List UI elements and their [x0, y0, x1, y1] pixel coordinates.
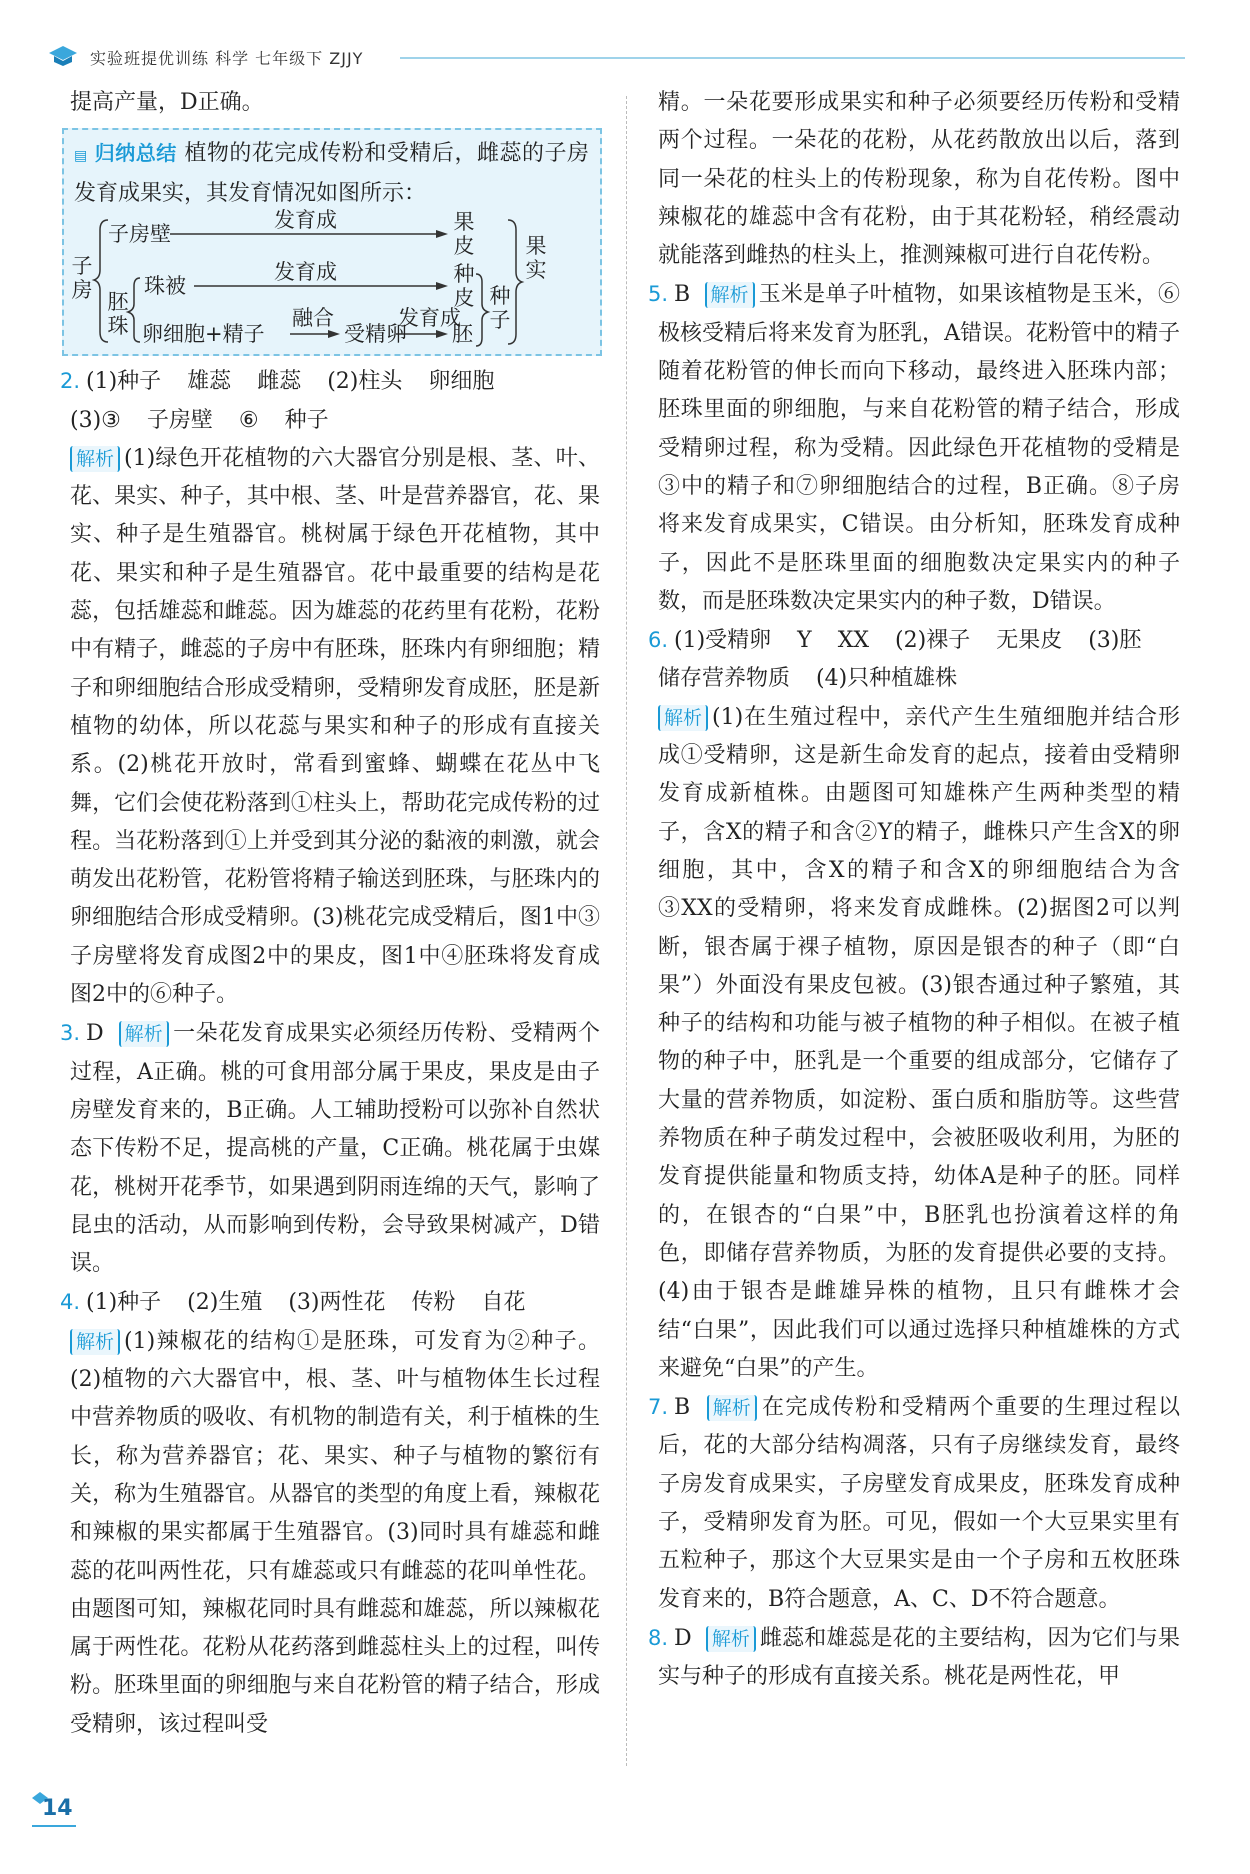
right-continued: 精。一朵花要形成果实和种子必须要经历传粉和受精两个过程。一朵花的花粉，从花药散放出以后，落到同一朵花的柱头上的传粉现象，称为自花传粉。图中辣椒花的雄蕊中含有花粉，由于其花粉轻，稍经震动就能落到雌热的柱头上，推测辣椒可进行自花传粉。: [658, 90, 1180, 269]
fruit-development-diagram: [64, 208, 600, 354]
q6-analysis-tag: 解析: [658, 705, 708, 731]
summary-icon: ▤: [74, 148, 88, 165]
q6-number: 6.: [648, 628, 669, 653]
diagram-fruit: 果实: [525, 234, 547, 283]
summary-intro: [74, 134, 589, 213]
left-intro: 提高产量，D正确。: [70, 90, 264, 115]
q5-answer: B: [674, 282, 691, 308]
q2-analysis-tag: 解析: [70, 446, 120, 472]
header-title: 实验班提优训练 科学 七年级下 ZJJY: [90, 49, 364, 68]
q5-analysis-tag: 解析: [705, 282, 755, 308]
diagram-integument: 珠被: [144, 274, 186, 299]
page-footer: [30, 1790, 90, 1830]
left-column: [60, 84, 600, 1744]
q4-analysis-tag: 解析: [70, 1329, 120, 1355]
page-header: [40, 40, 1185, 76]
q6-answer-line2: 储存营养物质 (4)只种植雄株: [658, 666, 958, 692]
q3-number: 3.: [60, 1021, 81, 1046]
q6-answer: 6. (1)受精卵 Y XX (2)裸子 无果皮 (3)胚: [658, 621, 1180, 660]
q8-block: 8. D 解析 雌蕊和雄蕊是花的主要结构，因为它们与果实与种子的形成有直接关系。桃花是两性花，甲: [658, 1619, 1180, 1697]
q8-answer: D: [674, 1625, 692, 1651]
header-rule: [400, 57, 1185, 59]
q2-answer-line2: (3)③ 子房壁 ⑥ 种子: [70, 407, 329, 433]
q7-answer: B: [674, 1395, 691, 1421]
diagram-ovule: 胚珠: [107, 290, 129, 339]
diagram-ovary-wall: 子房壁: [108, 222, 171, 247]
q3-block: 3. D 解析 一朵花发育成果实必须经历传粉、受精两个过程，A正确。桃的可食用部分属于果皮，果皮是由子房壁发育来的，B正确。人工辅助授粉可以弥补自然状态下传粉不足，提高桃的产量，C正确。桃花属于虫媒花，桃树开花季节，如果遇到阴雨连绵的天气，影响了昆虫的活动，从而影响到传粉，会导致果树减产，D错误。: [70, 1014, 600, 1283]
q5-block: 5. B 解析 玉米是单子叶植物，如果该植物是玉米，⑥极核受精后将来发育为胚乳，A错误。花粉管中的精子随着花粉管的伸长而向下移动，最终进入胚珠内部；胚珠里面的卵细胞，与来自花粉管的精子结合，形成受精卵过程，称为受精。因此绿色开花植物的受精是③中的精子和⑦卵细胞结合的过程，B正确。⑧子房将来发育成果实，C错误。由分析知，胚珠发育成种子，因此不是胚珠里面的细胞数决定果实内的种子数，而是胚珠数决定果实内的种子数，D错误。: [658, 275, 1180, 621]
q5-number: 5.: [648, 282, 669, 307]
column-divider: [626, 96, 627, 1766]
summary-box: [62, 128, 602, 356]
diagram-seed: 种子: [489, 284, 511, 333]
q4-number: 4.: [60, 1290, 81, 1315]
diagram-develops-1: 发育成: [274, 208, 337, 233]
q2-explanation: 解析 (1)绿色开花植物的六大器官分别是根、茎、叶、花、果实、种子，其中根、茎、叶是营养器官，花、果实、种子是生殖器官。桃树属于绿色开花植物，其中花、果实和种子是生殖器官。花中最重要的结构是花蕊，包括雄蕊和雌蕊。因为雄蕊的花药里有花粉，花粉中有精子，雌蕊的子房中有胚珠，胚珠内有卵细胞；精子和卵细胞结合形成受精卵，受精卵发育成胚，胚是新植物的幼体，所以花蕊与果实和种子的形成有直接关系。(2)桃花开放时，常看到蜜蜂、蝴蝶在花丛中飞舞，它们会使花粉落到①柱头上，帮助花完成传粉的过程。当花粉落到①上并受到其分泌的黏液的刺激，就会萌发出花粉管，花粉管将精子输送到胚珠，与胚珠内的卵细胞结合形成受精卵。(3)桃花完成受精后，图1中③子房壁将发育成图2中的果皮，图1中④胚珠将发育成图2中的⑥种子。: [70, 445, 600, 1008]
q8-number: 8.: [648, 1625, 669, 1650]
diagram-develops-2: 发育成: [274, 260, 337, 285]
q3-analysis-tag: 解析: [119, 1021, 169, 1047]
q8-analysis-tag: 解析: [706, 1626, 756, 1652]
diagram-pericarp: 果皮: [453, 210, 475, 259]
q6-explanation: 解析 (1)在生殖过程中，亲代产生生殖细胞并结合形成①受精卵，这是新生命发育的起点，接着由受精卵发育成新植株。由题图可知雄株产生两种类型的精子，含X的精子和含②Y的精子，雌株只产生含X的卵细胞，其中，含X的精子和含X的卵细胞结合为含③XX的受精卵，将来发育成雌株。(2)据图2可以判断，银杏属于裸子植物，原因是银杏的种子（即“白果”）外面没有果皮包被。(3)银杏通过种子繁殖，其种子的结构和功能与被子植物的种子相似。在被子植物的种子中，胚乳是一个重要的组成部分，它储存了大量的营养物质，如淀粉、蛋白质和脂肪等。这些营养物质在种子萌发过程中，会被胚吸收利用，为胚的发育提供能量和物质支持，幼体A是种子的胚。同样的，在银杏的“白果”中，B胚乳也扮演着这样的角色，即储存营养物质，为胚的发育提供必要的支持。(4)由于银杏是雌雄异株的植物，且只有雌株才会结“白果”，因此我们可以通过选择只种植雄株的方式来避免“白果”的产生。: [658, 704, 1180, 1381]
page-number: 14: [42, 1796, 73, 1821]
q4-explanation: 解析 (1)辣椒花的结构①是胚珠，可发育为②种子。(2)植物的六大器官中，根、茎、叶与植物体生长过程中营养物质的吸收、有机物的制造有关，利于植株的生长，称为营养器官；花、果实、种子与植物的繁衍有关，称为生殖器官。从器官的类型的角度上看，辣椒花和辣椒的果实都属于生殖器官。(3)同时具有雄蕊和雌蕊的花叫两性花，只有雄蕊或只有雌蕊的花叫单性花。由题图可知，辣椒花同时具有雌蕊和雄蕊，所以辣椒花属于两性花。花粉从花药落到雌蕊柱头上的过程，叫传粉。胚珠里面的卵细胞与来自花粉管的精子结合，形成受精卵，该过程叫受: [70, 1328, 600, 1737]
diagram-ovary: 子房: [71, 254, 93, 303]
q7-analysis-tag: 解析: [707, 1395, 757, 1421]
q2-answer: 2. (1)种子 雄蕊 雌蕊 (2)柱头 卵细胞: [70, 362, 600, 401]
right-column: [648, 84, 1180, 1696]
diagram-seed-coat: 种皮: [453, 262, 475, 311]
diagram-fuse: 融合: [292, 306, 334, 331]
q7-block: 7. B 解析 在完成传粉和受精两个重要的生理过程以后，花的大部分结构凋落，只有子房继续发育，最终子房发育成果实，子房壁发育成果皮，胚珠发育成种子，受精卵发育为胚。可见，假如一个大豆果实里有五粒种子，那这个大豆果实是由一个子房和五枚胚珠发育来的，B符合题意，A、C、D不符合题意。: [658, 1388, 1180, 1619]
diagram-develops-3: 发育成: [398, 306, 461, 331]
q2-number: 2.: [60, 369, 81, 394]
summary-text: 植物的花完成传粉和受精后，雌蕊的子房发育成果实，其发育情况如图所示：: [74, 141, 589, 207]
summary-label: 归纳总结: [94, 141, 177, 166]
book-logo-icon: [48, 44, 78, 68]
diagram-egg-sperm: 卵细胞+精子: [142, 322, 265, 347]
q3-answer: D: [86, 1021, 104, 1047]
q7-number: 7.: [648, 1395, 669, 1420]
diagram-embryo: 胚: [452, 322, 473, 347]
q4-answer: 4. (1)种子 (2)生殖 (3)两性花 传粉 自花: [70, 1283, 600, 1322]
diagram-zygote: 受精卵: [344, 322, 407, 347]
